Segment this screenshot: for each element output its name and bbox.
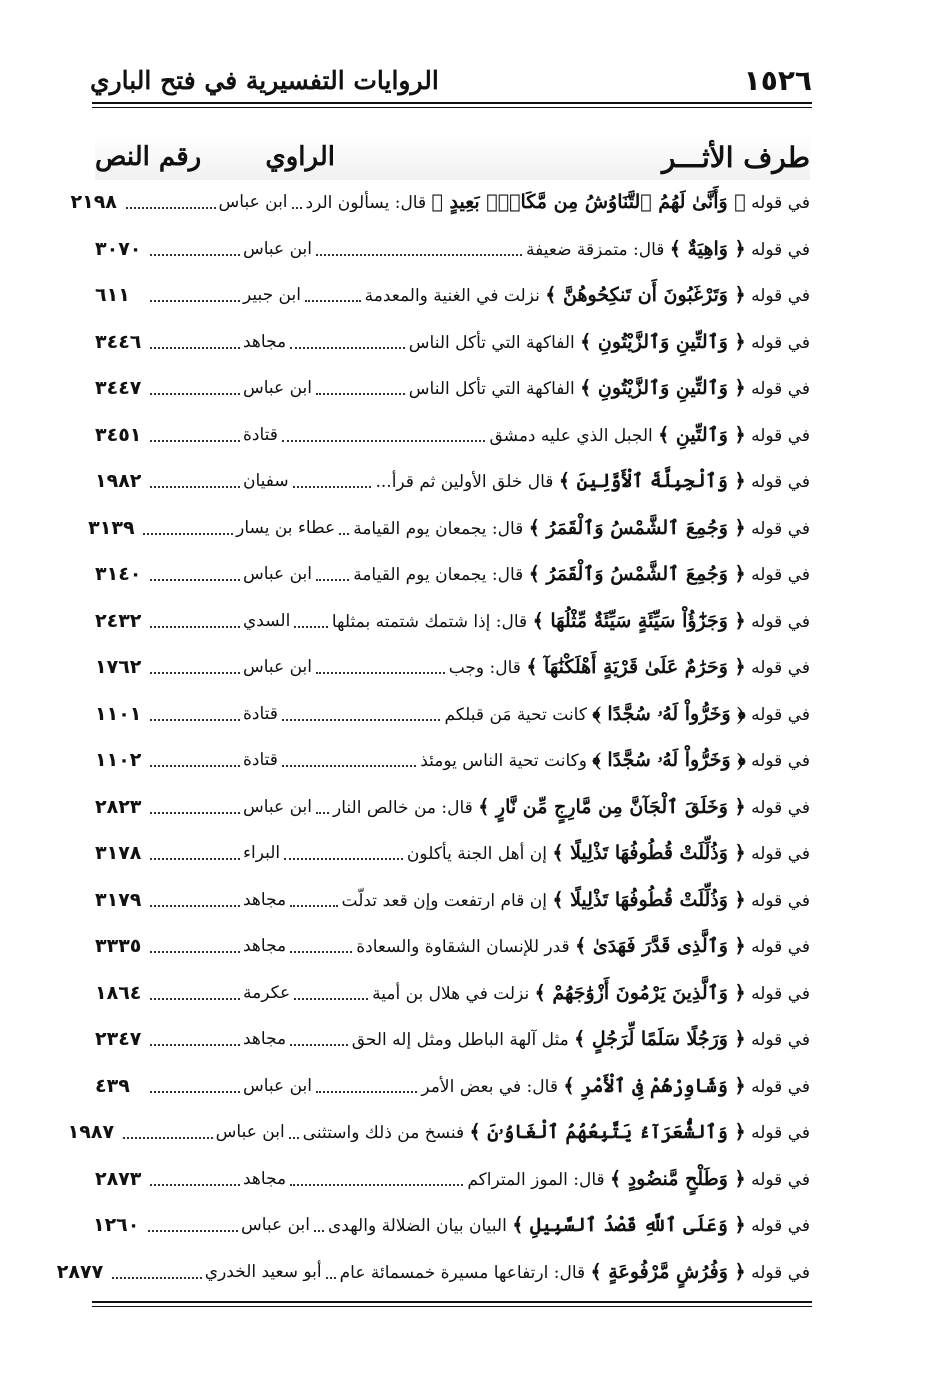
- entry-number: ٣١٤٠: [95, 563, 142, 586]
- entry-text: [449, 656, 810, 678]
- entry-ayah: ﴿ وَٱلَّذِينَ يَرْمُونَ أَزْوَٰجَهُمْ ﴾: [534, 981, 746, 1004]
- dot-leader: [150, 753, 240, 767]
- entry-number: ١٩٨٢: [95, 470, 142, 493]
- entry-comment: قدر للإنسان الشقاوة والسعادة: [356, 937, 570, 958]
- entry-text: [526, 238, 810, 260]
- dot-leader: [150, 567, 240, 581]
- entry-prefix: في قوله: [751, 239, 810, 260]
- dot-leader: [326, 1265, 336, 1279]
- entry-ayah: ﴿ وَٱلتِّينِ وَٱلزَّيْتُونِ ﴾: [580, 377, 746, 400]
- entry-ayah: ﴿ وَذُلِّلَتْ قُطُوفُهَا تَذْلِيلًا ﴾: [552, 842, 746, 865]
- entry-number: ٣٠٧٠: [95, 237, 142, 260]
- entry-number: ١٧٦٢: [95, 656, 142, 679]
- dot-leader: [292, 195, 302, 209]
- dot-leader: [316, 242, 522, 256]
- dot-leader: [150, 1172, 240, 1186]
- dot-leader: [150, 614, 240, 628]
- entry-text: [353, 517, 810, 539]
- index-entry: [67, 1109, 810, 1156]
- index-entry: [95, 226, 810, 273]
- entry-text: [342, 889, 810, 911]
- entry-prefix: في قوله: [751, 890, 810, 911]
- entry-narrator: ابن عباس: [243, 378, 313, 399]
- entry-number: ٣١٧٩: [95, 888, 142, 911]
- entry-comment: الفاكهة التي تأكل الناس: [408, 332, 575, 353]
- dot-leader: [150, 986, 240, 1000]
- entry-ayah: ﴿ وَشَاوِرْهُمْ فِى ٱلْأَمْرِ ﴾: [563, 1074, 746, 1097]
- entry-comment: قال: وجب: [448, 658, 521, 679]
- entry-text: [365, 284, 810, 306]
- entry-prefix: في قوله: [751, 1169, 810, 1190]
- index-entry: [95, 365, 810, 412]
- column-header-number: رقم النص: [95, 142, 202, 172]
- entry-narrator: ابن عباس: [215, 1122, 285, 1143]
- dot-leader: [284, 846, 403, 860]
- entry-text: [303, 1121, 810, 1143]
- entry-narrator: قتادة: [243, 703, 278, 724]
- dot-leader: [150, 242, 240, 256]
- entry-narrator: السدي: [243, 610, 291, 631]
- entry-ayah: ﴿ وَفُرُشٍ مَّرْفُوعَةٍ ﴾: [590, 1260, 746, 1283]
- entry-ayah: ﴿ وَأَنَّىٰ لَهُمُ ٱلتَّنَاوُشُ مِن مَّكَانٍۭ بَعِيدٍ ﴾: [431, 191, 746, 214]
- entry-narrator: عكرمة: [243, 982, 291, 1003]
- entry-text: [340, 1261, 810, 1283]
- index-entry: [70, 179, 810, 226]
- entry-narrator: ابن عباس: [240, 1215, 310, 1236]
- dot-leader: [150, 800, 240, 814]
- entry-comment: قال: إذا شتمك شتمته بمثلها: [331, 611, 528, 632]
- footer-rule-thin: [92, 1306, 812, 1307]
- index-entry: [95, 319, 810, 366]
- entry-ayah: ﴿ وَحَرَٰمٌ عَلَىٰ قَرْيَةٍ أَهْلَكْنَٰهَآ ﴾: [526, 656, 746, 679]
- index-entry: [56, 1249, 810, 1296]
- dot-leader: [150, 381, 240, 395]
- dot-leader: [339, 521, 349, 535]
- entry-comment: نزلت في هلال بن أمية: [372, 983, 530, 1004]
- entry-prefix: في قوله: [751, 704, 810, 725]
- entry-number: ٢٨٢٣: [95, 795, 142, 818]
- entry-comment: الجبل الذي عليه دمشق: [489, 425, 653, 446]
- entry-narrator: مجاهد: [243, 331, 287, 352]
- entry-comment: فنسخ من ذلك واستثنى: [302, 1123, 465, 1144]
- entry-narrator: مجاهد: [243, 936, 287, 957]
- entry-number: ٢١٩٨: [70, 191, 117, 214]
- entry-text: [407, 842, 810, 864]
- entry-comment: الفاكهة التي تأكل الناس: [408, 379, 575, 400]
- entry-narrator: مجاهد: [243, 889, 287, 910]
- page-number: ١٥٢٦: [743, 63, 812, 97]
- dot-leader: [150, 1032, 240, 1046]
- entry-ayah: ﴿ وَرَجُلًا سَلَمًا لِّرَجُلٍ ﴾: [574, 1028, 746, 1051]
- entry-prefix: في قوله: [751, 797, 810, 818]
- book-title: الروايات التفسيرية في فتح الباري: [90, 65, 439, 95]
- entry-narrator: قتادة: [243, 750, 278, 771]
- entry-number: ٣٤٤٧: [95, 377, 142, 400]
- entry-number: ٣٣٣٥: [95, 935, 142, 958]
- entry-comment: قال خلق الأولين ثم قرأ...: [375, 472, 554, 493]
- entry-number: ٣٤٥١: [95, 423, 142, 446]
- entry-prefix: في قوله: [751, 844, 810, 865]
- entry-prefix: في قوله: [751, 332, 810, 353]
- entry-narrator: قتادة: [243, 424, 278, 445]
- entry-number: ١١٠٢: [95, 749, 142, 772]
- entry-prefix: في قوله: [751, 518, 810, 539]
- entry-prefix: في قوله: [751, 193, 810, 214]
- entry-prefix: في قوله: [751, 472, 810, 493]
- entry-number: ٢٤٣٢: [95, 609, 142, 632]
- entry-comment: قال: الموز المتراكم: [467, 1169, 605, 1190]
- entry-prefix: في قوله: [751, 1262, 810, 1283]
- entry-narrator: عطاء بن يسار: [236, 517, 336, 538]
- dot-leader: [316, 660, 445, 674]
- index-entry: [95, 458, 810, 505]
- entry-comment: نزلت في الغنية والمعدمة: [364, 286, 540, 307]
- entry-prefix: في قوله: [751, 565, 810, 586]
- dot-leader: [282, 707, 441, 721]
- entry-prefix: في قوله: [751, 1123, 810, 1144]
- entry-ayah: ﴿ وَٱلشُّعَرَآءُ يَتَّبِعُهُمُ ٱلْغَاوُۥنَ ﴾: [469, 1121, 746, 1144]
- entry-text: [328, 1214, 810, 1236]
- entry-comment: إن أهل الجنة يأكلون: [406, 844, 547, 865]
- entry-prefix: في قوله: [751, 379, 810, 400]
- entry-prefix: في قوله: [751, 1030, 810, 1051]
- entry-text: [332, 610, 810, 632]
- index-entry: [95, 877, 810, 924]
- entry-prefix: في قوله: [751, 658, 810, 679]
- entry-text: [356, 935, 810, 957]
- entry-comment: كانت تحية مَن قبلكم: [444, 704, 587, 725]
- entry-prefix: في قوله: [751, 751, 810, 772]
- dot-leader: [150, 335, 240, 349]
- entry-prefix: في قوله: [751, 1216, 810, 1237]
- dot-leader: [316, 1079, 417, 1093]
- index-entry: [95, 272, 810, 319]
- entry-narrator: مجاهد: [243, 1168, 287, 1189]
- entry-text: [352, 1028, 810, 1050]
- dot-leader: [290, 939, 352, 953]
- entry-text: [467, 1168, 810, 1190]
- column-headers: [95, 134, 810, 180]
- index-entry: [95, 1063, 810, 1110]
- dot-leader: [282, 753, 416, 767]
- index-entry: [95, 551, 810, 598]
- entry-comment: قال: يسألون الرد: [305, 193, 427, 214]
- entry-number: ١٢٦٠: [92, 1214, 140, 1237]
- entry-number: ٣١٧٨: [95, 842, 142, 865]
- column-header-rawi: الراوي: [265, 142, 335, 172]
- entry-ayah: ﴿ وَخَلَقَ ٱلْجَآنَّ مِن مَّارِجٍ مِّن نَّارٍ ﴾: [478, 795, 746, 818]
- index-entry: [95, 923, 810, 970]
- entry-number: ١٩٨٧: [67, 1121, 115, 1144]
- entry-narrator: ابن عباس: [218, 192, 288, 213]
- entry-text: [306, 191, 810, 213]
- dot-leader: [293, 474, 372, 488]
- entry-number: ٣٤٤٦: [95, 330, 142, 353]
- entry-narrator: ابن عباس: [243, 796, 313, 817]
- entry-comment: قال: متمزقة ضعيفة: [526, 239, 665, 260]
- dot-leader: [150, 474, 240, 488]
- index-entry: [95, 970, 810, 1017]
- entry-prefix: في قوله: [751, 425, 810, 446]
- dot-leader: [290, 335, 405, 349]
- dot-leader: [143, 521, 233, 535]
- entry-text: [375, 470, 810, 492]
- entry-text: [489, 424, 810, 446]
- dot-leader: [316, 381, 405, 395]
- entry-comment: مثل آلهة الباطل ومثل إله الحق: [351, 1030, 569, 1051]
- index-entry: [95, 644, 810, 691]
- entry-prefix: في قوله: [751, 1076, 810, 1097]
- entry-text: [421, 1075, 810, 1097]
- entry-narrator: ابن عباس: [243, 564, 313, 585]
- dot-leader: [290, 893, 337, 907]
- entry-ayah: ﴿ وَطَلْحٍ مَّنضُودٍ ﴾: [610, 1167, 746, 1190]
- entry-narrator: أبو سعيد الخدري: [204, 1261, 322, 1282]
- entry-ayah: ﴿ وَاهِيَةٌ ﴾: [669, 237, 746, 260]
- entry-number: ٣١٣٩: [88, 516, 135, 539]
- index-entry: [95, 737, 810, 784]
- dot-leader: [294, 614, 328, 628]
- entry-ayah: ﴿ وَٱلتِّينِ ﴾: [658, 423, 746, 446]
- dot-leader: [150, 428, 240, 442]
- dot-leader: [150, 846, 240, 860]
- dot-leader: [290, 1172, 463, 1186]
- index-entries: [56, 179, 810, 1295]
- column-header-athar: طرف الأثـــر: [661, 140, 810, 174]
- entry-narrator: ابن جبير: [243, 285, 301, 306]
- entry-narrator: مجاهد: [243, 1029, 287, 1050]
- dot-leader: [294, 986, 368, 1000]
- dot-leader: [150, 939, 240, 953]
- entry-narrator: ابن عباس: [243, 238, 313, 259]
- dot-leader: [290, 1032, 348, 1046]
- entry-ayah: ﴿ وَٱلْجِبِلَّةَ ٱلْأَوَّلِينَ ﴾: [558, 470, 746, 493]
- entry-prefix: في قوله: [751, 611, 810, 632]
- entry-comment: وكانت تحية الناس يومئذ: [420, 751, 587, 772]
- index-entry: [95, 1016, 810, 1063]
- entry-text: [353, 563, 810, 585]
- entry-number: ٦١١: [95, 284, 130, 307]
- dot-leader: [126, 195, 216, 209]
- dot-leader: [150, 288, 240, 302]
- entry-text: [409, 377, 810, 399]
- dot-leader: [148, 1218, 238, 1232]
- entry-ayah: ﴿ وَخَرُّواْ لَهُۥ سُجَّدًا ﴾: [592, 749, 746, 772]
- running-head: [90, 58, 812, 102]
- entry-number: ٢٣٤٧: [95, 1028, 142, 1051]
- entry-comment: قال: من خالص النار: [333, 797, 473, 818]
- entry-ayah: ﴿ وَٱلَّذِى قَدَّرَ فَهَدَىٰ ﴾: [575, 935, 746, 958]
- dot-leader: [150, 707, 240, 721]
- dot-leader: [316, 800, 329, 814]
- dot-leader: [150, 893, 240, 907]
- entry-ayah: ﴿ وَتَرْغَبُونَ أَن تَنكِحُوهُنَّ ﴾: [545, 284, 746, 307]
- index-entry: [95, 598, 810, 645]
- entry-comment: البيان بيان الضلالة والهدى: [327, 1216, 507, 1237]
- entry-comment: قال: يجمعان يوم القيامة: [353, 518, 524, 539]
- index-entry: [95, 830, 810, 877]
- entry-prefix: في قوله: [751, 286, 810, 307]
- index-entry: [95, 412, 810, 459]
- dot-leader: [314, 1218, 324, 1232]
- dot-leader: [150, 1079, 240, 1093]
- dot-leader: [289, 1125, 299, 1139]
- index-entry: [95, 784, 810, 831]
- entry-prefix: في قوله: [751, 937, 810, 958]
- entry-prefix: في قوله: [751, 983, 810, 1004]
- entry-text: [372, 982, 810, 1004]
- entry-text: [409, 331, 810, 353]
- header-rule: [92, 102, 812, 104]
- entry-ayah: ﴿ وَجَزَٰٓؤُاْ سَيِّئَةٍ سَيِّئَةٌ مِّثْلُهَا ﴾: [532, 609, 746, 632]
- entry-number: ٢٨٧٧: [56, 1260, 104, 1283]
- header-rule-thin: [92, 107, 812, 108]
- index-entry: [95, 691, 810, 738]
- dot-leader: [150, 660, 240, 674]
- entry-number: ١١٠١: [95, 702, 142, 725]
- dot-leader: [316, 567, 349, 581]
- entry-ayah: ﴿ وَعَلَى ٱللَّهِ قَصْدُ ٱلسَّبِيلِ ﴾: [512, 1214, 746, 1237]
- entry-comment: إن قام ارتفعت وإن قعد تدلّت: [341, 890, 547, 911]
- entry-number: ١٨٦٤: [95, 981, 142, 1004]
- entry-number: ٢٨٧٣: [95, 1167, 142, 1190]
- entry-text: [420, 749, 810, 771]
- entry-comment: قال: في بعض الأمر: [421, 1076, 558, 1097]
- index-entry: [88, 505, 810, 552]
- entry-narrator: البراء: [243, 843, 281, 864]
- entry-ayah: ﴿ وَٱلتِّينِ وَٱلزَّيْتُونِ ﴾: [580, 330, 746, 353]
- entry-narrator: ابن عباس: [243, 1075, 313, 1096]
- footer-rule: [92, 1301, 812, 1303]
- index-entry: [92, 1202, 810, 1249]
- entry-text: [333, 796, 810, 818]
- entry-ayah: ﴿ وَخَرُّواْ لَهُۥ سُجَّدًا ﴾: [592, 702, 746, 725]
- entry-ayah: ﴿ وَذُلِّلَتْ قُطُوفُهَا تَذْلِيلًا ﴾: [552, 888, 746, 911]
- entry-comment: قال: ارتفاعها مسيرة خمسمائة عام: [339, 1262, 586, 1283]
- entry-ayah: ﴿ وَجُمِعَ ٱلشَّمْسُ وَٱلْقَمَرُ ﴾: [528, 563, 746, 586]
- entry-ayah: ﴿ وَجُمِعَ ٱلشَّمْسُ وَٱلْقَمَرُ ﴾: [528, 516, 746, 539]
- entry-text: [444, 703, 810, 725]
- dot-leader: [305, 288, 361, 302]
- entry-narrator: سفيان: [243, 471, 289, 492]
- dot-leader: [282, 428, 486, 442]
- entry-number: ٤٣٩: [95, 1074, 130, 1097]
- entry-comment: قال: يجمعان يوم القيامة: [353, 565, 524, 586]
- dot-leader: [123, 1125, 213, 1139]
- dot-leader: [112, 1265, 202, 1279]
- entry-narrator: ابن عباس: [243, 657, 313, 678]
- index-entry: [95, 1156, 810, 1203]
